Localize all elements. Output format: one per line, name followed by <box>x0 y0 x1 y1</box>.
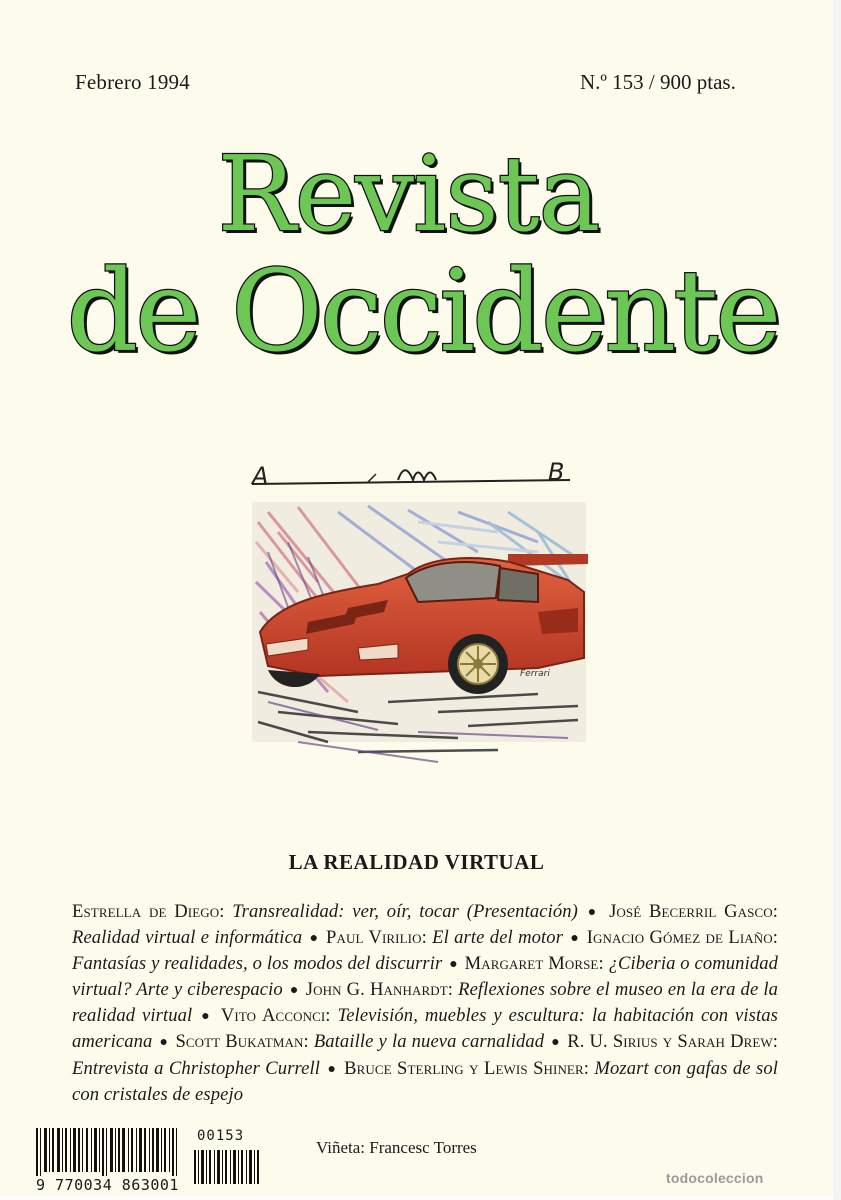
contents-work: Bataille y la nueva carnalidad <box>313 1031 545 1053</box>
contents-list: Estrella de Diego: Transrealidad: ver, oír, tocar (Presentación) ● José Becerril Gasco: Realidad virtual e informática ● Paul Virilio: El arte del motor ● Ignacio Gómez de Liaño: Fantasías y realidades, o los modos del discurrir ● Margaret Morse: ¿Ciberia o comunidad virtual? Arte y ciberespacio ● John G. Hanhardt: Reflexiones sobre el museo en la era de la realidad virtual ● Vito Acconci: Televisión, muebles y escultura: la habitación con vistas americana ● Scott Bukatman: Bataille y la nueva carnalidad ● R. U. Sirius y Sarah Drew: Entrevista a Christopher Currell ● Bruce Sterling y Lewis Shiner: Mozart con gafas de sol con cristales de espejo <box>72 901 779 1105</box>
page-edge <box>833 0 841 1200</box>
sketch-letter-b: B <box>548 458 565 486</box>
sketch-letter-a: A <box>252 462 269 490</box>
contents-work: Televisión, muebles y escultura: la habitación con vistas americana <box>72 1005 779 1053</box>
contents-author: John G. Hanhardt <box>305 979 448 1001</box>
bullet-icon: ● <box>309 931 319 947</box>
contents-work: ¿Ciberia o comunidad virtual? Arte y ciberespacio <box>72 953 779 1001</box>
contents-author: Estrella de Diego <box>72 901 220 922</box>
bullet-icon: ● <box>327 1061 337 1077</box>
contents-author: Margaret Morse <box>464 953 599 975</box>
car-signature: Ferrari <box>520 669 550 679</box>
contents-work: Mozart con gafas de sol con cristales de espejo <box>72 1057 779 1105</box>
bullet-icon: ● <box>587 905 600 920</box>
issue-date: Febrero 1994 <box>75 70 190 94</box>
contents-author: José Becerril Gasco <box>609 901 773 922</box>
contents-work: Realidad virtual e informática <box>72 927 303 949</box>
contents-author: Bruce Sterling y Lewis Shiner <box>344 1057 584 1079</box>
bullet-icon: ● <box>159 1035 169 1051</box>
contents-author: Ignacio Gómez de Liaño <box>586 927 773 949</box>
contents-work: Fantasías y realidades, o los modos del discurrir <box>72 953 443 975</box>
illustration-credit: Viñeta: Francesc Torres <box>316 1138 477 1157</box>
masthead-line-2: de Occidente <box>66 247 779 377</box>
sports-car-illustration <box>238 462 590 780</box>
contents-work: Reflexiones sobre el museo en la era de la realidad virtual <box>72 979 779 1027</box>
bullet-icon: ● <box>449 957 458 973</box>
issue-number-price: N.º 153 / 900 ptas. <box>580 70 736 94</box>
section-title: LA REALIDAD VIRTUAL <box>288 850 545 874</box>
bullet-icon: ● <box>289 983 299 999</box>
bullet-icon: ● <box>551 1035 561 1051</box>
watermark-text: todocoleccion <box>666 1170 764 1186</box>
bullet-icon: ● <box>201 1009 212 1025</box>
barcode-ean-number: 9 770034 863001 <box>36 1176 179 1194</box>
contents-work: El arte del motor <box>432 927 564 949</box>
bullet-icon: ● <box>570 931 580 947</box>
masthead-line-1: Revista <box>217 133 600 255</box>
contents-work: Entrevista a Christopher Currell <box>72 1057 321 1079</box>
contents-author: R. U. Sirius y Sarah Drew <box>567 1031 773 1053</box>
contents-author: Scott Bukatman <box>175 1031 304 1053</box>
contents-author: Paul Virilio <box>326 927 422 949</box>
contents-work: Transrealidad: ver, oír, tocar (Presentación) <box>232 901 578 922</box>
barcode-issue-number: 00153 <box>197 1128 245 1144</box>
contents-author: Vito Acconci <box>220 1005 326 1027</box>
